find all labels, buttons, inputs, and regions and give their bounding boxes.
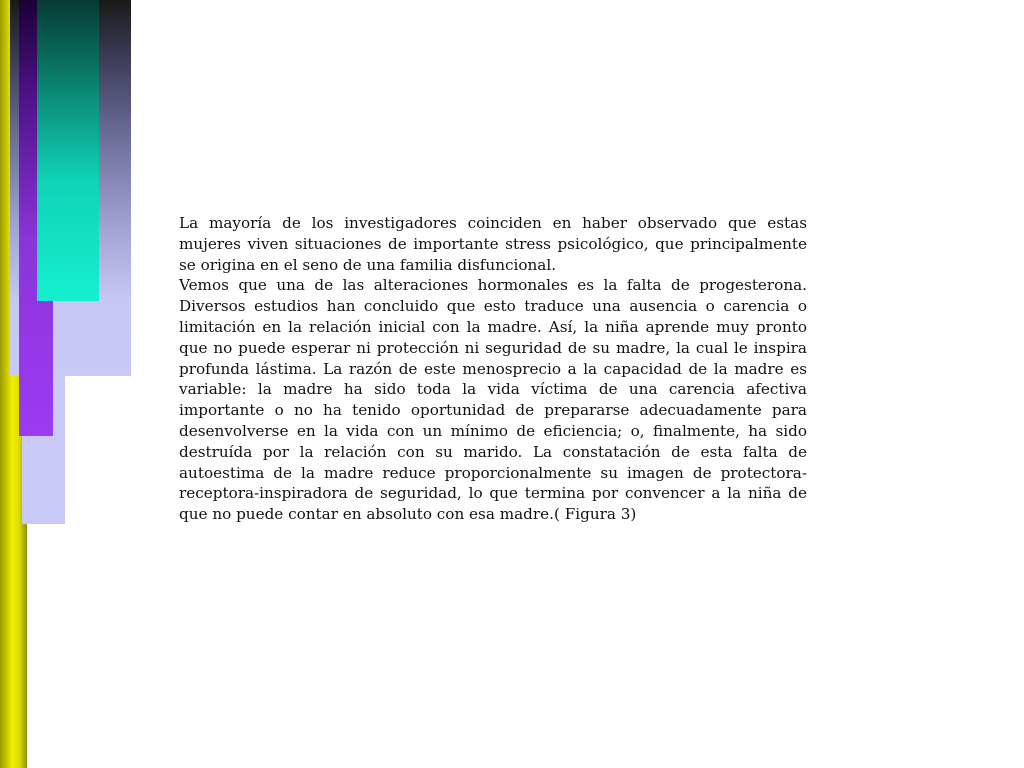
decorative-teal-bar bbox=[37, 0, 99, 301]
paragraph-stress: La mayoría de los investigadores coinciden en haber observado que estas mujeres viven situaciones de importante stress psicológico, que principalmente se origina en el seno de una familia disfuncional. bbox=[179, 214, 807, 274]
paragraph-progesterone: Vemos que una de las alteraciones hormonales es la falta de progesterona. Diversos estudios han concluido que esto traduce una ausencia o carencia o limitación en la relación inicial con la madre. Así, la niña aprende muy pronto que no puede esperar ni protección ni seguridad de su madre, la cual le inspira profunda lástima. La razón de este menosprecio a la capacidad de la madre es variable: la madre ha sido toda la vida víctima de una carencia afectiva importante o no ha tenido oportunidad de prepararse adecuadamente para desenvolverse en la vida con un mínimo de eficiencia; o, finalmente, ha sido destruída por la relación con su marido. La constatación de esta falta de autoestima de la madre reduce proporcionalmente su imagen de protectora-receptora-inspiradora de seguridad, lo que termina por convencer a la niña de que no puede contar en absoluto con esa madre.( Figura 3) bbox=[179, 276, 807, 524]
body-text bbox=[179, 213, 807, 525]
